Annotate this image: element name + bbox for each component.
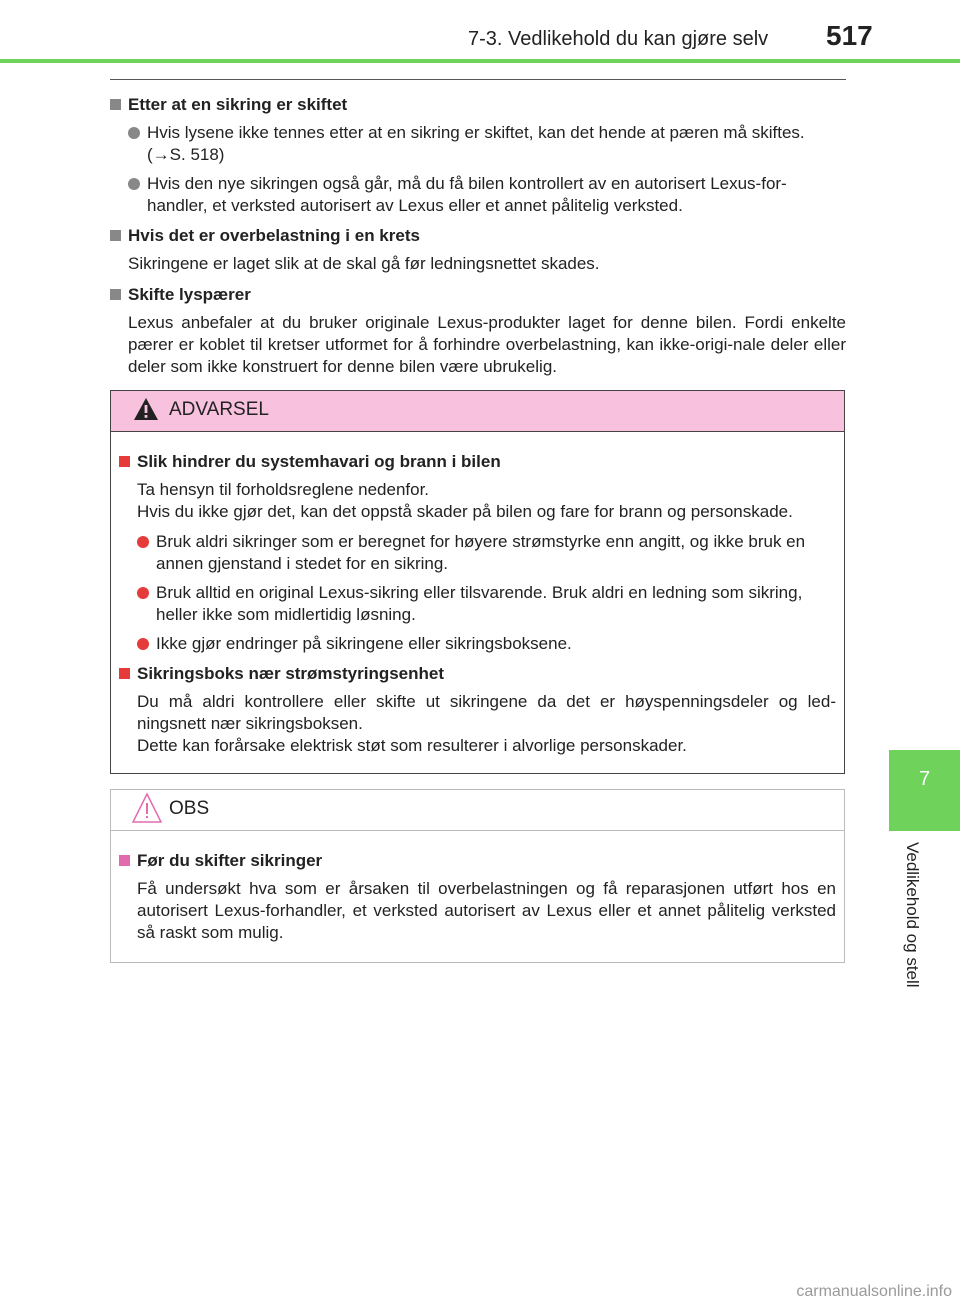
warning-title: ADVARSEL	[169, 399, 269, 420]
notice-box	[110, 789, 845, 963]
notice-title: OBS	[169, 798, 210, 819]
square-bullet-icon	[119, 456, 130, 467]
notice-heading-text: Før du skifter sikringer	[137, 851, 323, 870]
round-bullet-icon	[137, 638, 149, 650]
section-heading-text: Hvis det er overbelastning i en krets	[128, 226, 420, 245]
list-item-text: Ikke gjør endringer på sikringene eller sikringsboksene.	[156, 634, 572, 653]
section-heading	[110, 93, 846, 116]
list-item-text: Hvis lysene ikke tennes etter at en sikring er skiftet, kan det hende at pæren må skiftes. (→S. 518)	[147, 123, 805, 164]
square-bullet-icon	[110, 289, 121, 300]
list-item	[119, 633, 836, 655]
square-bullet-icon	[119, 668, 130, 679]
round-bullet-icon	[128, 127, 140, 139]
list-item	[110, 122, 846, 166]
warning-body	[111, 432, 844, 757]
warning-heading-text: Slik hindrer du systemhavari og brann i bilen	[137, 452, 501, 471]
section-heading	[110, 283, 846, 306]
warning-box	[110, 390, 845, 774]
caution-triangle-icon	[131, 792, 163, 824]
page-header	[0, 0, 960, 64]
notice-heading	[119, 849, 836, 872]
chapter-number: 7	[918, 768, 931, 790]
list-item	[110, 173, 846, 217]
main-content	[110, 93, 846, 386]
list-item-text: Hvis den nye sikringen også går, må du få bilen kontrollert av en autorisert Lexus-for-handler, et verksted autorisert av Lexus eller et annet pålitelig verksted.	[147, 174, 787, 215]
list-item	[119, 531, 836, 575]
list-item	[119, 582, 836, 626]
warning-heading	[119, 662, 836, 685]
section-text: Sikringene er laget slik at de skal gå før ledningsnettet skades.	[128, 254, 600, 273]
notice-text: Få undersøkt hva som er årsaken til overbelastningen og få reparasjonen utført hos en autorisert Lexus-forhandler, et verksted autorisert av Lexus eller et annet pålitelig verksted så raskt som mulig.	[137, 879, 836, 942]
round-bullet-icon	[128, 178, 140, 190]
chapter-label: Vedlikehold og stell	[903, 842, 922, 988]
content-rule	[110, 79, 846, 80]
warning-header	[111, 391, 844, 432]
watermark: carmanualsonline.info	[796, 1283, 952, 1300]
section-heading-text: Etter at en sikring er skiftet	[128, 95, 348, 114]
notice-body	[111, 831, 844, 944]
list-item-text: Bruk alltid en original Lexus-sikring eller tilsvarende. Bruk aldri en ledning som sikring, heller ikke som midlertidig løsning.	[156, 583, 803, 624]
warning-text: Du må aldri kontrollere eller skifte ut sikringene da det er høyspenningsdeler og led-ningsnett nær sikringsboksen.	[137, 692, 836, 733]
header-rule	[0, 59, 960, 63]
warning-text: Ta hensyn til forholdsreglene nedenfor.	[137, 480, 430, 499]
warning-text: Dette kan forårsake elektrisk støt som resulterer i alvorlige personskader.	[137, 736, 687, 755]
warning-text: Hvis du ikke gjør det, kan det oppstå skader på bilen og fare for brann og personskade.	[137, 502, 793, 521]
notice-header	[111, 790, 844, 831]
section-heading-text: Skifte lyspærer	[128, 285, 251, 304]
warning-heading	[119, 450, 836, 473]
round-bullet-icon	[137, 587, 149, 599]
warning-heading-text: Sikringsboks nær strømstyringsenhet	[137, 664, 445, 683]
page-number: 517	[826, 20, 873, 51]
chapter-tab[interactable]	[889, 750, 960, 831]
section-heading	[110, 224, 846, 247]
square-bullet-icon	[110, 230, 121, 241]
section-text: Lexus anbefaler at du bruker originale Lexus-produkter laget for denne bilen. Fordi enkelte pærer er koblet til kretser utformet for å forhindre overbelastning, kan ikke-origi-nale deler eller deler som ikke konstruert for denne bilen være ubrukelig.	[128, 313, 846, 376]
square-bullet-icon	[110, 99, 121, 110]
square-bullet-icon	[119, 855, 130, 866]
warning-triangle-icon	[133, 397, 159, 421]
section-title: 7-3. Vedlikehold du kan gjøre selv	[468, 28, 769, 50]
list-item-text: Bruk aldri sikringer som er beregnet for høyere strømstyrke enn angitt, og ikke bruk en annen gjenstand i stedet for en sikring.	[156, 532, 806, 573]
round-bullet-icon	[137, 536, 149, 548]
